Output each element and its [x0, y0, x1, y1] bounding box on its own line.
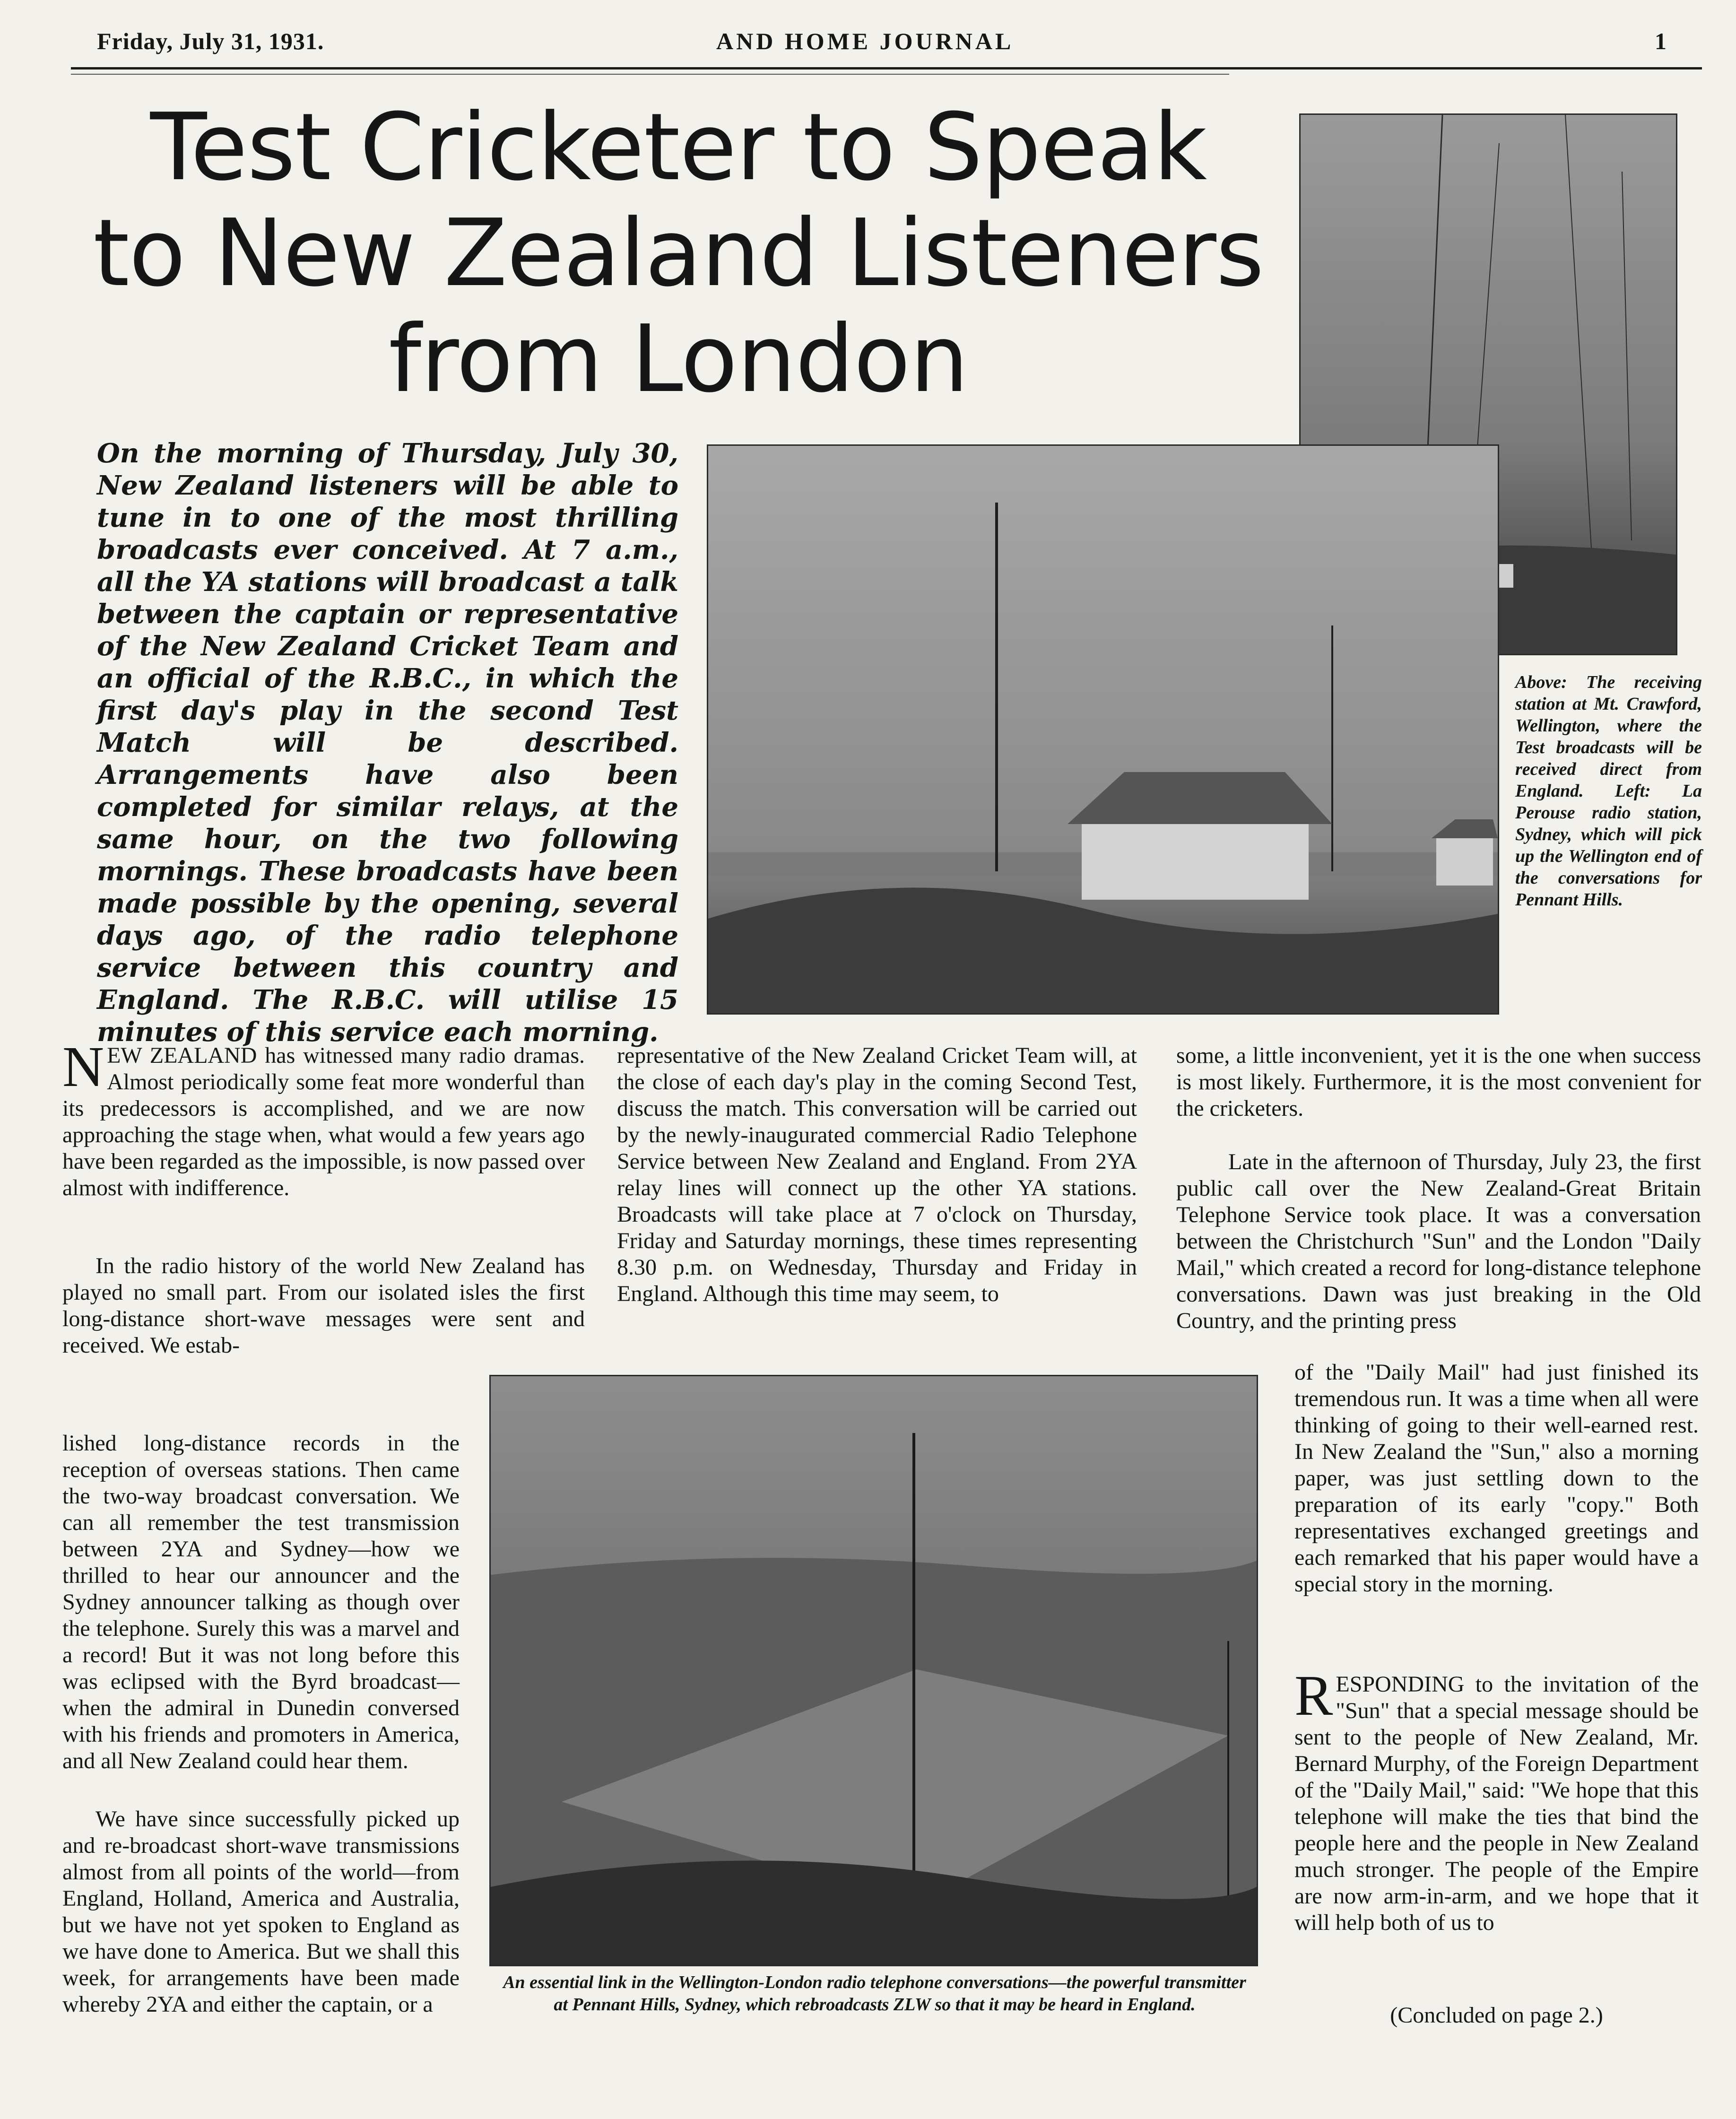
article-paragraph-1: [62, 1035, 585, 1201]
header-rule-thin: [71, 74, 1229, 75]
headline-line-1: Test Cricketer to Speak: [150, 94, 1207, 201]
journal-name: AND HOME JOURNAL: [716, 28, 1014, 54]
article-paragraph-5: some, a little inconvenient, yet it is the one when success is most likely. Furthermore, it is the most convenient for the cricketers.: [1176, 1043, 1701, 1121]
photo-pennant-hills-transmitter: [489, 1375, 1258, 1966]
headline-line-3: from London: [389, 305, 968, 413]
drop-cap-n: N: [62, 1035, 104, 1099]
headline-line-2: to New Zealand Listeners: [93, 200, 1264, 307]
photo-la-perouse-station: [707, 444, 1499, 1015]
paragraph-7-text: ESPONDING to the invitation of the "Sun" that a special message should be sent to the people of New Zealand, Mr. Bernard Murphy, of the Foreign Department of the "Daily Mail," said: "We hope that this telephone will make the ties that bind the people here and the people in New Zealand much stronger. The people of the Empire are now arm-in-arm, and we hope that it will help both of us to: [1294, 1672, 1699, 1935]
article-paragraph-7: [1294, 1664, 1699, 1936]
article-paragraph-4: representative of the New Zealand Cricket Team will, at the close of each day's play in the coming Second Test, discuss the match. This conversation will be carried out by the newly-inaugurated commercial Radio Telephone Service between New Zealand and England. From 2YA relay lines will connect up the other YA stations. Broadcasts will take place at 7 o'clock on Thursday, Friday and Saturday mornings, these times representing 8.30 p.m. on Wednesday, Thursday and Friday in England. Although this time may seem, to: [617, 1043, 1137, 1306]
article-paragraph-2-cont: lished long-distance records in the reception of overseas stations. Then came the two-way broadcast conversation. We can all remember the test transmission between 2YA and Sydney—how we thrilled to hear our announcer and the Sydney announcer talking as though over the telephone. Surely this was a marvel and a record! But it was not long before this was eclipsed with the Byrd broadcast—when the admiral in Dunedin conversed with his friends and promoters in America, and all New Zealand could hear them.: [62, 1431, 460, 1773]
page-number: 1: [1655, 28, 1667, 54]
drop-cap-r: R: [1294, 1664, 1333, 1728]
continued-note: (Concluded on page 2.): [1390, 2003, 1603, 2028]
photo-bottom-caption: An essential link in the Wellington-London radio telephone conversations—the powerful transmitter at Pennant Hills, Sydney, which rebroadcasts ZLW so that it may be heard in England.: [503, 1972, 1246, 2015]
photo-side-caption: Above: The receiving station at Mt. Crawford, Wellington, where the Test broadcasts will be received direct from England. Left: La Perouse radio station, Sydney, which will pick up the Wellington end of the conversations for Pennant Hills.: [1515, 672, 1702, 910]
headline: [80, 95, 1276, 412]
article-paragraph-3: We have since successfully picked up and re-broadcast short-wave transmissions almost from all points of the world—from England, Holland, America and Australia, but we have not yet spoken to England as we have done to America. But we shall this week, for arrangements have been made whereby 2YA and either the captain, or a: [62, 1806, 460, 2017]
article-paragraph-6: Late in the afternoon of Thursday, July 23, the first public call over the New Zealand-Great Britain Telephone Service took place. It was a conversation between the Christchurch "Sun" and the London "Daily Mail," which created a record for long-distance telephone conversations. Dawn was just breaking in the Old Country, and the printing press: [1176, 1149, 1701, 1333]
article-paragraph-2: In the radio history of the world New Zealand has played no small part. From our isolated isles the first long-distance short-wave messages were sent and received. We estab-: [62, 1253, 585, 1358]
article-paragraph-6-cont: of the "Daily Mail" had just finished its tremendous run. It was a time when all were thinking of going to their well-earned rest. In New Zealand the "Sun," also a morning paper, was just settling down to the preparation of its early "copy." Both representatives exchanged greetings and each remarked that his paper would have a special story in the morning.: [1294, 1360, 1699, 1597]
header-rule: [71, 67, 1702, 69]
paragraph-1-text: EW ZEALAND has witnessed many radio dramas. Almost periodically some feat more wonderful than its predecessors is accomplished, and we are now approaching the stage when, what would a few years ago have been regarded as the impossible, is now passed over almost with indifference.: [62, 1043, 585, 1200]
issue-date: Friday, July 31, 1931.: [97, 28, 324, 54]
intro-paragraph: On the morning of Thursday, July 30, New Zealand listeners will be able to tune in to one of the most thrilling broadcasts ever conceived. At 7 a.m., all the YA stations will broadcast a talk between the captain or representative of the New Zealand Cricket Team and an official of the R.B.C., in which the first day's play in the second Test Match will be described. Arrangements have also been completed for similar relays, at the same hour, on the two following mornings. These broadcasts have been made possible by the opening, several days ago, of the radio telephone service between this country and England. The R.B.C. will utilise 15 minutes of this service each morning.: [97, 438, 678, 1048]
